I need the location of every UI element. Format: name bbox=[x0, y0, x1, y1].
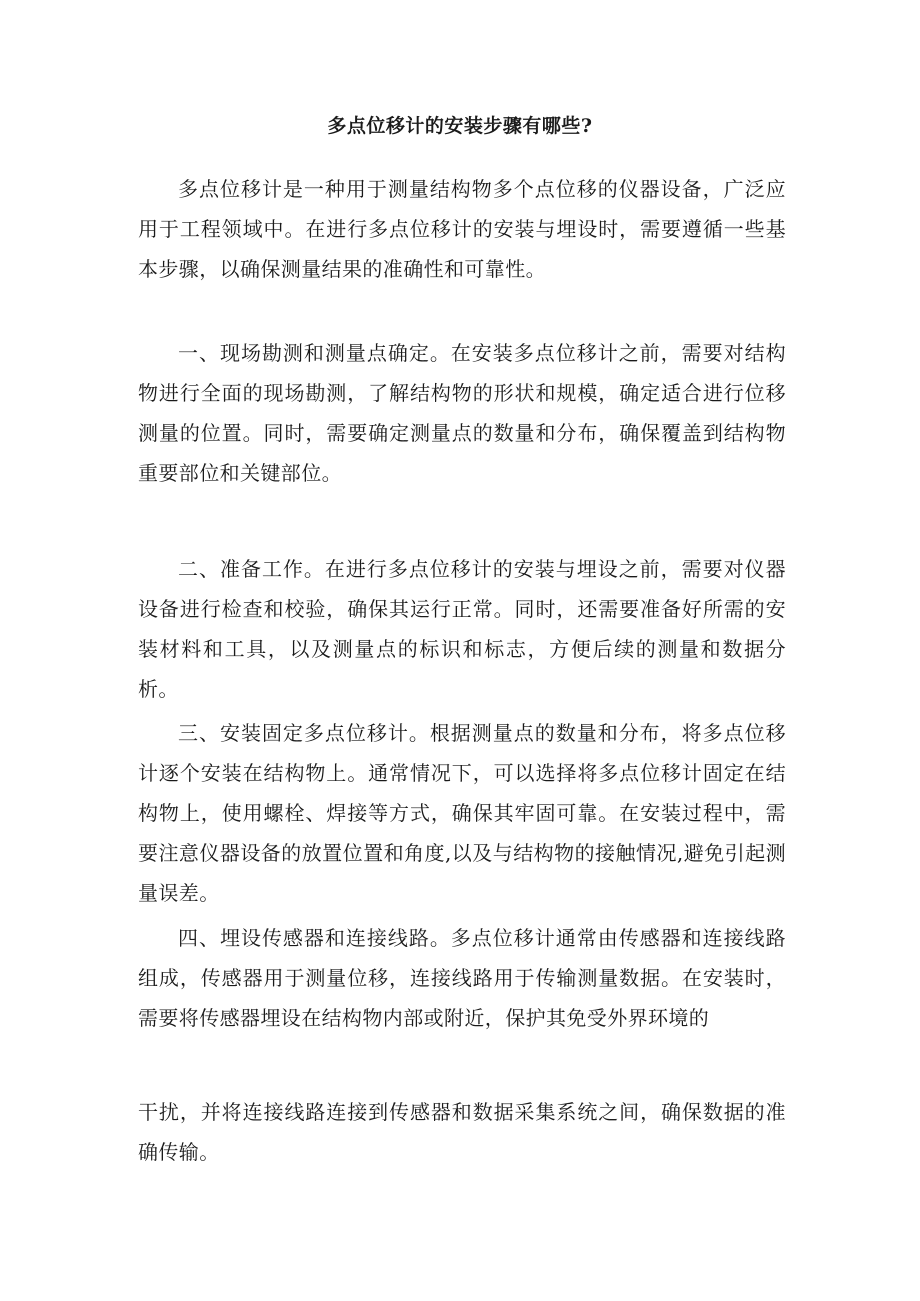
step-3-paragraph: 三、安装固定多点位移计。根据测量点的数量和分布，将多点位移计逐个安装在结构物上。通常情况下，可以选择将多点位移计固定在结构物上，使用螺栓、焊接等方式，确保其牢固可靠。在安装过程中，需要注意仪器设备的放置位置和角度,以及与结构物的接触情况,避免引起测量误差。 bbox=[138, 721, 786, 905]
step-4-paragraph: 四、埋设传感器和连接线路。多点位移计通常由传感器和连接线路组成，传感器用于测量位移，连接线路用于传输测量数据。在安装时，需要将传感器埋设在结构物内部或附近，保护其免受外界环境的 bbox=[138, 926, 786, 1030]
intro-paragraph: 多点位移计是一种用于测量结构物多个点位移的仪器设备，广泛应用于工程领域中。在进行多点位移计的安装与埋设时，需要遵循一些基本步骤，以确保测量结果的准确性和可靠性。 bbox=[138, 177, 786, 281]
document-title: 多点位移计的安装步骤有哪些? bbox=[327, 115, 593, 137]
step-2-paragraph: 二、准备工作。在进行多点位移计的安装与埋设之前，需要对仪器设备进行检查和校验，确保其运行正常。同时，还需要准备好所需的安装材料和工具，以及测量点的标识和标志，方便后续的测量和数据分析。 bbox=[138, 557, 786, 701]
step-1-paragraph: 一、现场勘测和测量点确定。在安装多点位移计之前，需要对结构物进行全面的现场勘测，了解结构物的形状和规模，确定适合进行位移测量的位置。同时，需要确定测量点的数量和分布，确保覆盖到结构物重要部位和关键部位。 bbox=[138, 341, 786, 485]
step-4-continuation-paragraph: 干扰，并将连接线路连接到传感器和数据采集系统之间，确保数据的准确传输。 bbox=[138, 1100, 786, 1164]
